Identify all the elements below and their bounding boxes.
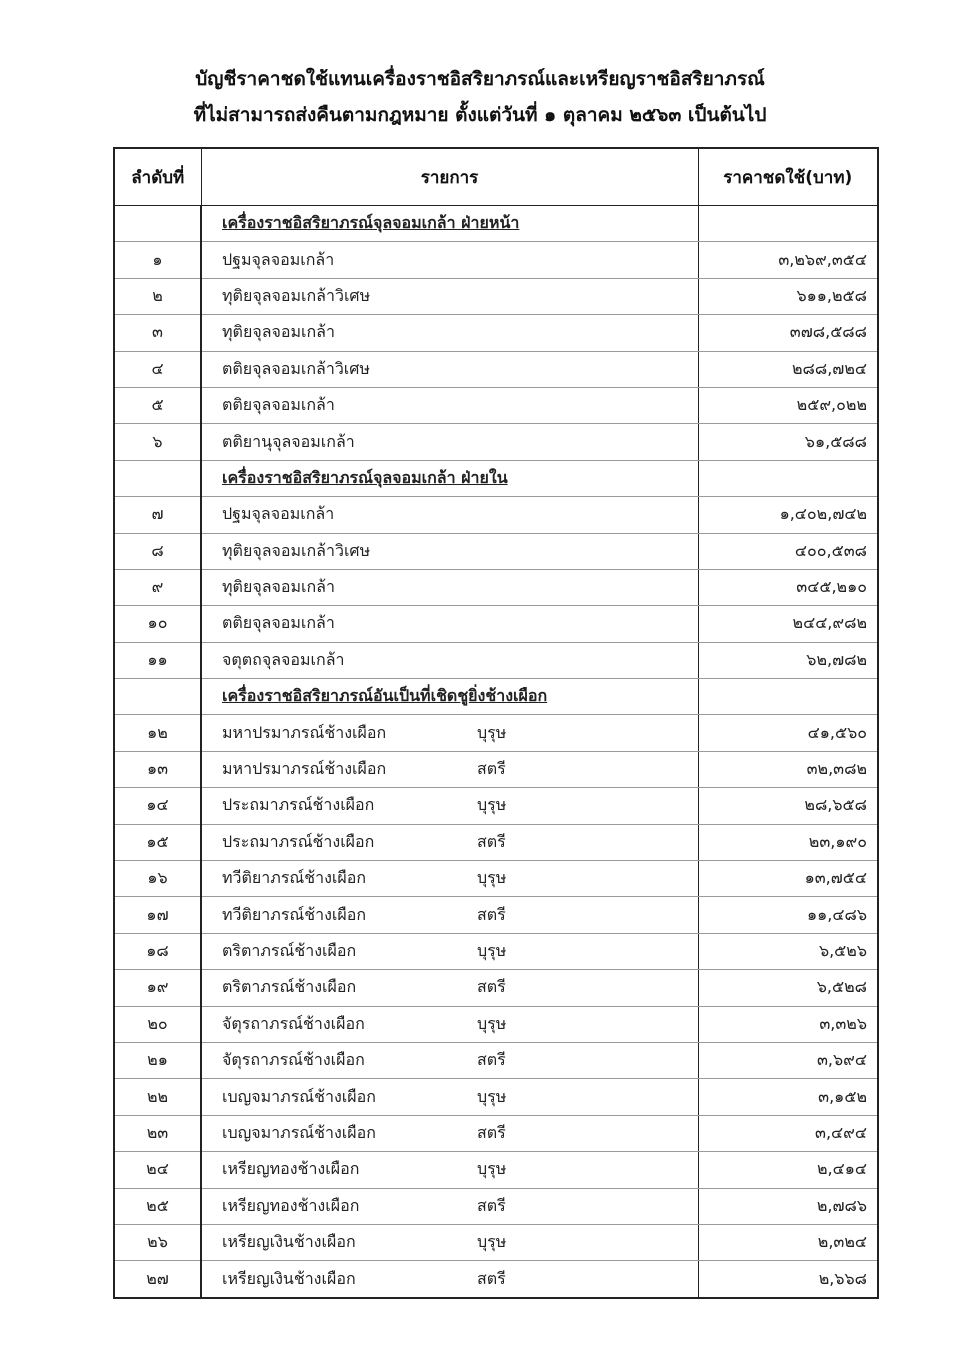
row-number: ๑๔	[114, 788, 201, 824]
row-number: ๓	[114, 315, 201, 351]
table-row	[114, 533, 878, 569]
row-item	[201, 1042, 698, 1078]
item-gender: บุรุษ	[477, 1086, 507, 1106]
section-no-cell	[114, 460, 201, 496]
section-title-cell	[201, 679, 698, 715]
row-item	[201, 788, 698, 824]
item-name: ปฐมจุลจอมเกล้า	[222, 249, 335, 269]
document-title-line-2: ที่ไม่สามารถส่งคืนตามกฎหมาย ตั้งแต่วันที่ ๑ ตุลาคม ๒๕๖๓ เป็นต้นไป	[193, 104, 767, 126]
row-number: ๑๖	[114, 861, 201, 897]
table-row	[114, 278, 878, 314]
item-name: มหาปรมาภรณ์ช้างเผือก	[222, 759, 387, 779]
section-no-cell	[114, 206, 201, 242]
item-name: ตติยจุลจอมเกล้าวิเศษ	[222, 358, 370, 378]
row-price: ๖,๕๒๖	[698, 933, 878, 969]
row-item	[201, 1261, 698, 1298]
item-name: ทวีติยาภรณ์ช้างเผือก	[222, 904, 367, 924]
row-item	[201, 1188, 698, 1224]
row-number: ๖	[114, 424, 201, 460]
table-row	[114, 642, 878, 678]
item-gender: บุรุษ	[477, 941, 507, 960]
item-name: ทุติยจุลจอมเกล้าวิเศษ	[222, 540, 371, 560]
item-name: เหรียญเงินช้างเผือก	[222, 1268, 356, 1288]
item-name: มหาปรมาภรณ์ช้างเผือก	[222, 722, 387, 742]
row-number: ๑๓	[114, 751, 201, 787]
item-name: ตติยจุลจอมเกล้า	[222, 613, 335, 633]
row-number: ๘	[114, 533, 201, 569]
row-price: ๑๓,๗๕๔	[698, 861, 878, 897]
table-row	[114, 1079, 878, 1115]
item-name: ตติยานุจุลจอมเกล้า	[222, 431, 355, 451]
table-row	[114, 315, 878, 351]
row-price: ๓,๑๕๒	[698, 1079, 878, 1115]
table-row	[114, 351, 878, 387]
item-gender: สตรี	[477, 904, 506, 924]
row-price: ๓๗๘,๕๘๘	[698, 315, 878, 351]
row-number: ๒๒	[114, 1079, 201, 1115]
row-price: ๒๓,๑๙๐	[698, 824, 878, 860]
row-number: ๒๑	[114, 1042, 201, 1078]
table-row	[114, 751, 878, 787]
row-price: ๓๔๕,๒๑๐	[698, 569, 878, 605]
item-name: ปฐมจุลจอมเกล้า	[222, 504, 335, 524]
row-price: ๑๑,๔๘๖	[698, 897, 878, 933]
row-item	[201, 1224, 698, 1260]
row-number: ๑	[114, 242, 201, 278]
item-name: เบญจมาภรณ์ช้างเผือก	[222, 1086, 376, 1106]
row-item	[201, 569, 698, 605]
item-name: เหรียญเงินช้างเผือก	[222, 1232, 356, 1252]
item-gender: สตรี	[477, 1050, 506, 1070]
row-price: ๒,๖๖๘	[698, 1261, 878, 1298]
section-row	[114, 206, 878, 242]
header-no: ลำดับที่	[114, 148, 201, 206]
item-name: ทุติยจุลจอมเกล้า	[222, 322, 335, 342]
row-number: ๔	[114, 351, 201, 387]
header-price: ราคาชดใช้(บาท)	[698, 148, 878, 206]
row-price: ๒,๓๒๔	[698, 1224, 878, 1260]
row-item	[201, 424, 698, 460]
row-item	[201, 387, 698, 423]
row-price: ๖,๕๒๘	[698, 970, 878, 1006]
row-price: ๒๘๘,๗๒๔	[698, 351, 878, 387]
item-name: ประถมาภรณ์ช้างเผือก	[222, 831, 375, 851]
row-price: ๒๕๙,๐๒๒	[698, 387, 878, 423]
row-price: ๒๔๔,๙๘๒	[698, 606, 878, 642]
item-gender: สตรี	[477, 1268, 506, 1288]
row-item	[201, 1006, 698, 1042]
row-number: ๑๗	[114, 897, 201, 933]
item-name: เบญจมาภรณ์ช้างเผือก	[222, 1122, 376, 1142]
section-title-cell	[201, 460, 698, 496]
item-name: จัตุรถาภรณ์ช้างเผือก	[222, 1013, 365, 1033]
row-number: ๙	[114, 569, 201, 605]
item-name: ทุติยจุลจอมเกล้า	[222, 577, 335, 597]
row-item	[201, 351, 698, 387]
table-row	[114, 933, 878, 969]
table-row	[114, 242, 878, 278]
row-item	[201, 1152, 698, 1188]
row-item	[201, 533, 698, 569]
row-number: ๒๓	[114, 1115, 201, 1151]
table-row	[114, 1006, 878, 1042]
row-number: ๒	[114, 278, 201, 314]
row-price: ๑,๔๐๒,๗๔๒	[698, 497, 878, 533]
row-number: ๑๙	[114, 970, 201, 1006]
row-price: ๓,๓๒๖	[698, 1006, 878, 1042]
section-price-cell	[698, 206, 878, 242]
row-item	[201, 1079, 698, 1115]
row-price: ๒,๗๘๖	[698, 1188, 878, 1224]
item-gender: บุรุษ	[477, 722, 507, 742]
row-price: ๖๒,๗๘๒	[698, 642, 878, 678]
table-row	[114, 497, 878, 533]
section-price-cell	[698, 460, 878, 496]
table-row	[114, 824, 878, 860]
row-number: ๑๒	[114, 715, 201, 751]
row-item	[201, 242, 698, 278]
row-price: ๔๐๐,๕๓๘	[698, 533, 878, 569]
row-price: ๔๑,๕๖๐	[698, 715, 878, 751]
item-gender: บุรุษ	[477, 868, 507, 888]
row-item	[201, 897, 698, 933]
item-gender: สตรี	[477, 977, 506, 997]
row-item	[201, 642, 698, 678]
document-title-line-1: บัญชีราคาชดใช้แทนเครื่องราชอิสริยาภรณ์และเหรียญราชอิสริยาภรณ์	[195, 68, 765, 90]
row-number: ๒๕	[114, 1188, 201, 1224]
row-number: ๕	[114, 387, 201, 423]
item-gender: สตรี	[477, 1195, 506, 1215]
table-row	[114, 1224, 878, 1260]
item-name: จัตุรถาภรณ์ช้างเผือก	[222, 1050, 365, 1070]
item-name: ประถมาภรณ์ช้างเผือก	[222, 795, 375, 815]
row-item	[201, 751, 698, 787]
table-row	[114, 788, 878, 824]
item-name: ทวีติยาภรณ์ช้างเผือก	[222, 868, 367, 888]
table-row	[114, 861, 878, 897]
item-gender: บุรุษ	[477, 795, 507, 815]
row-item	[201, 861, 698, 897]
row-number: ๑๘	[114, 933, 201, 969]
section-row	[114, 679, 878, 715]
table-row	[114, 1261, 878, 1298]
row-number: ๑๑	[114, 642, 201, 678]
item-gender: สตรี	[477, 759, 506, 779]
row-item	[201, 606, 698, 642]
table-body	[114, 206, 878, 1298]
row-item	[201, 278, 698, 314]
table-header-row	[114, 148, 878, 206]
section-row	[114, 460, 878, 496]
table-row	[114, 970, 878, 1006]
item-name: เหรียญทองช้างเผือก	[222, 1195, 360, 1215]
row-number: ๒๗	[114, 1261, 201, 1298]
row-item	[201, 315, 698, 351]
item-name: จตุตถจุลจอมเกล้า	[222, 649, 345, 669]
row-number: ๒๐	[114, 1006, 201, 1042]
item-gender: สตรี	[477, 831, 506, 851]
item-name: เหรียญทองช้างเผือก	[222, 1159, 360, 1179]
table-row	[114, 424, 878, 460]
item-name: ตติยจุลจอมเกล้า	[222, 395, 335, 415]
table-row	[114, 606, 878, 642]
row-price: ๓,๒๖๙,๓๕๔	[698, 242, 878, 278]
row-item	[201, 1115, 698, 1151]
table-row	[114, 897, 878, 933]
table-row	[114, 1115, 878, 1151]
item-name: ตริตาภรณ์ช้างเผือก	[222, 941, 357, 960]
row-price: ๖๑๑,๒๕๘	[698, 278, 878, 314]
row-item	[201, 933, 698, 969]
row-number: ๒๔	[114, 1152, 201, 1188]
row-number: ๑๐	[114, 606, 201, 642]
table-row	[114, 569, 878, 605]
row-price: ๖๑,๕๘๘	[698, 424, 878, 460]
section-price-cell	[698, 679, 878, 715]
row-price: ๒๘,๖๕๘	[698, 788, 878, 824]
row-number: ๗	[114, 497, 201, 533]
row-item	[201, 715, 698, 751]
price-table	[113, 147, 879, 1299]
section-no-cell	[114, 679, 201, 715]
row-number: ๑๕	[114, 824, 201, 860]
section-title: เครื่องราชอิสริยาภรณ์อันเป็นที่เชิดชูยิ่งช้างเผือก	[222, 686, 548, 706]
table-row	[114, 1152, 878, 1188]
item-gender: บุรุษ	[477, 1013, 507, 1033]
row-item	[201, 824, 698, 860]
row-number: ๒๖	[114, 1224, 201, 1260]
item-gender: บุรุษ	[477, 1159, 507, 1179]
header-item: รายการ	[201, 148, 698, 206]
section-title: เครื่องราชอิสริยาภรณ์จุลจอมเกล้า ฝ่ายใน	[222, 467, 508, 487]
item-gender: สตรี	[477, 1122, 506, 1142]
table-row	[114, 1188, 878, 1224]
row-item	[201, 970, 698, 1006]
item-name: ตริตาภรณ์ช้างเผือก	[222, 977, 357, 997]
section-title: เครื่องราชอิสริยาภรณ์จุลจอมเกล้า ฝ่ายหน้า	[222, 213, 520, 233]
row-price: ๓๒,๓๘๒	[698, 751, 878, 787]
row-price: ๓,๔๙๔	[698, 1115, 878, 1151]
item-gender: บุรุษ	[477, 1232, 507, 1252]
table-row	[114, 715, 878, 751]
row-price: ๒,๔๑๔	[698, 1152, 878, 1188]
table-row	[114, 1042, 878, 1078]
row-price: ๓,๖๙๔	[698, 1042, 878, 1078]
table-row	[114, 387, 878, 423]
item-name: ทุติยจุลจอมเกล้าวิเศษ	[222, 285, 371, 305]
section-title-cell	[201, 206, 698, 242]
row-item	[201, 497, 698, 533]
